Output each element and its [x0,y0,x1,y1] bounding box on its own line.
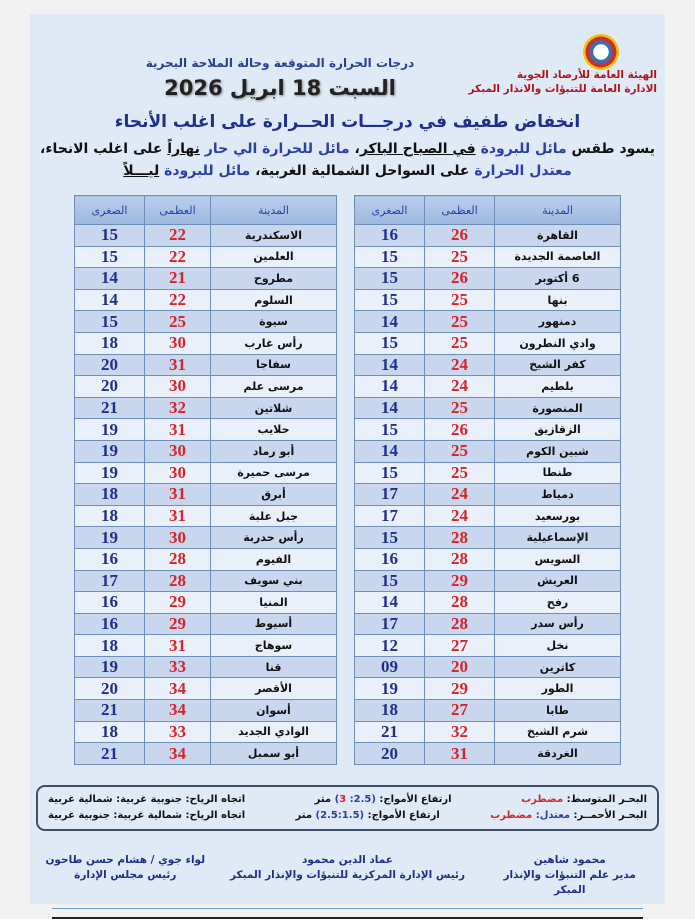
max-temp: 30 [145,440,211,462]
max-temp: 22 [145,225,211,247]
waves-range: (2.5:1.5) [315,809,365,821]
min-temp: 19 [75,527,145,549]
text: ( [371,793,376,805]
city-name: سوهاج [211,635,337,657]
city-name: بورسعيد [495,505,621,527]
table-row [355,721,621,743]
waves-label: ارتفاع الأمواج: [364,809,440,821]
temperature-table-left [74,195,337,765]
waves-label: ارتفاع الأمواج: [375,793,452,805]
max-temp: 30 [145,332,211,354]
column-header-max: العظمى [145,196,211,225]
city-name: دمنهور [495,311,621,333]
max-temp: 30 [145,376,211,398]
city-name: مرسى حميرة [211,462,337,484]
table-row [75,268,337,290]
min-temp: 12 [355,635,425,657]
table-row [75,246,337,268]
city-name: أبو سمبل [211,743,337,765]
sea-state-moderate: معتدل: [532,809,571,821]
min-temp: 16 [75,613,145,635]
city-name: طنطا [495,462,621,484]
max-temp: 25 [145,311,211,333]
city-name: 6 أكتوبر [495,268,621,290]
min-temp: 16 [75,548,145,570]
city-name: أبو رماد [211,440,337,462]
table-row [75,635,337,657]
marine-conditions-box [36,785,659,831]
min-temp: 18 [75,332,145,354]
max-temp: 34 [145,743,211,765]
table-row [75,311,337,333]
table-row [355,397,621,419]
text: ، [349,141,360,157]
column-header-city: المدينة [495,196,621,225]
max-temp: 26 [425,268,495,290]
min-temp: 17 [355,484,425,506]
max-temp: 29 [145,613,211,635]
table-row [75,743,337,765]
min-temp: 18 [75,721,145,743]
max-temp: 28 [145,570,211,592]
wind-direction: اتجاه الرياح: جنوبية غربية: شمالية غربية [48,793,246,805]
city-name: وادي النطرون [495,332,621,354]
table-row [75,656,337,678]
max-temp: 28 [425,527,495,549]
table-row [75,592,337,614]
city-name: السلوم [211,289,337,311]
city-name: الفيوم [211,548,337,570]
min-temp: 14 [355,397,425,419]
min-temp: 21 [75,743,145,765]
text: معتدل الحرارة [474,163,572,179]
signer-name: محمود شاهين [533,853,606,866]
table-row [355,700,621,722]
text: يسود طقس [566,141,655,157]
max-temp: 25 [425,332,495,354]
min-temp: 15 [355,570,425,592]
forecast-date: السبت 18 ابريل 2026 [164,76,396,100]
text: مائل للبرودة [164,163,251,179]
sea-label: البحـر الأحمــر: [570,809,647,821]
min-temp: 18 [75,635,145,657]
table-row [355,548,621,570]
min-temp: 20 [75,678,145,700]
city-name: كاترين [495,656,621,678]
min-temp: 15 [355,246,425,268]
column-header-min: الصغرى [75,196,145,225]
max-temp: 28 [425,548,495,570]
max-temp: 22 [145,289,211,311]
city-name: رأس حدربة [211,527,337,549]
ema-logo [583,34,619,70]
max-temp: 34 [145,678,211,700]
table-row [355,462,621,484]
min-temp: 16 [75,592,145,614]
city-name: الإسماعيلية [495,527,621,549]
min-temp: 18 [355,700,425,722]
city-name: جبل علبة [211,505,337,527]
min-temp: 15 [355,268,425,290]
text: على السواحل الشمالية الغربية، [250,163,475,179]
min-temp: 18 [75,484,145,506]
sea-state: مضطرب [490,809,533,821]
table-row [355,656,621,678]
max-temp: 24 [425,354,495,376]
table-row [355,484,621,506]
red-sea-row [48,808,647,824]
min-temp: 20 [75,354,145,376]
max-temp: 30 [145,527,211,549]
signature-3 [42,853,209,898]
city-name: نخل [495,635,621,657]
table-row [75,225,337,247]
table-row [355,678,621,700]
sea-state: مضطرب [521,793,564,805]
min-temp: 15 [75,246,145,268]
table-row [355,246,621,268]
max-temp: 24 [425,376,495,398]
min-temp: 17 [355,613,425,635]
city-name: قنا [211,656,337,678]
city-name: الغردقة [495,743,621,765]
table-row [75,376,337,398]
table-row [75,354,337,376]
min-temp: 16 [355,548,425,570]
min-temp: 15 [75,225,145,247]
city-name: الزقازيق [495,419,621,441]
city-name: القاهرة [495,225,621,247]
max-temp: 21 [145,268,211,290]
table-row [75,484,337,506]
table-row [355,505,621,527]
table-row [355,527,621,549]
max-temp: 26 [425,419,495,441]
min-temp: 18 [75,505,145,527]
city-name: الاسكندرية [211,225,337,247]
table-row [75,548,337,570]
min-temp: 14 [355,311,425,333]
city-name: الطور [495,678,621,700]
min-temp: 20 [75,376,145,398]
max-temp: 31 [145,419,211,441]
table-row [75,419,337,441]
table-row [355,268,621,290]
max-temp: 33 [145,721,211,743]
min-temp: 15 [355,419,425,441]
min-temp: 14 [75,268,145,290]
city-name: أسيوط [211,613,337,635]
city-name: شبين الكوم [495,440,621,462]
max-temp: 27 [425,700,495,722]
table-row [75,700,337,722]
max-temp: 25 [425,462,495,484]
text: مائل للحرارة الي حار [204,141,350,157]
city-name: حلايب [211,419,337,441]
max-temp: 33 [145,656,211,678]
table-row [75,397,337,419]
city-name: الوادي الجديد [211,721,337,743]
city-name: العلمين [211,246,337,268]
table-row [355,311,621,333]
signer-name: عماد الدين محمود [302,853,393,866]
table-row [355,613,621,635]
max-temp: 31 [145,505,211,527]
table-row [75,721,337,743]
min-temp: 14 [355,354,425,376]
min-temp: 15 [355,332,425,354]
city-name: سيوة [211,311,337,333]
signature-1 [486,853,653,898]
max-temp: 27 [425,635,495,657]
sea-label: البحـر المتوسط: [563,793,647,805]
signer-title: رئيس الإدارة المركزية للتنبؤات والإنذار المبكر [229,868,465,881]
signatures [42,853,653,898]
column-header-city: المدينة [211,196,337,225]
city-name: السويس [495,548,621,570]
table-row [75,678,337,700]
min-temp: 17 [75,570,145,592]
table-row [355,376,621,398]
max-temp: 31 [145,354,211,376]
city-name: شرم الشيخ [495,721,621,743]
table-row [75,505,337,527]
min-temp: 15 [355,527,425,549]
max-temp: 31 [425,743,495,765]
max-temp: 25 [425,289,495,311]
max-temp: 24 [425,484,495,506]
text: على اغلب الانحاء، [40,141,168,157]
city-name: العاصمة الجديدة [495,246,621,268]
city-name: الأقصر [211,678,337,700]
city-name: المنصورة [495,397,621,419]
city-name: بلطيم [495,376,621,398]
max-temp: 29 [425,678,495,700]
city-name: طابا [495,700,621,722]
max-temp: 30 [145,462,211,484]
city-name: المنيا [211,592,337,614]
city-name: شلاتين [211,397,337,419]
min-temp: 14 [355,376,425,398]
column-header-min: الصغرى [355,196,425,225]
max-temp: 25 [425,311,495,333]
max-temp: 25 [425,246,495,268]
city-name: مرسى علم [211,376,337,398]
headline: انخفاض طفيف في درجـــات الحــرارة على اغلب الأنحاء [114,112,581,132]
max-temp: 28 [145,548,211,570]
min-temp: 14 [355,440,425,462]
city-name: رأس سدر [495,613,621,635]
city-name: كفر الشيخ [495,354,621,376]
min-temp: 14 [75,289,145,311]
min-temp: 17 [355,505,425,527]
min-temp: 20 [355,743,425,765]
max-temp: 20 [425,656,495,678]
city-name: رأس غارب [211,332,337,354]
city-name: العريش [495,570,621,592]
city-name: سفاجا [211,354,337,376]
table-row [355,332,621,354]
waves-max: 3 [339,793,347,805]
max-temp: 22 [145,246,211,268]
table-row [75,570,337,592]
city-name: بني سويف [211,570,337,592]
text: : [346,793,354,805]
max-temp: 29 [425,570,495,592]
max-temp: 32 [425,721,495,743]
unit: متر [314,793,335,805]
table-row [355,225,621,247]
max-temp: 28 [425,613,495,635]
min-temp: 19 [75,440,145,462]
text: نهاراً [167,141,200,157]
min-temp: 15 [355,289,425,311]
max-temp: 24 [425,505,495,527]
table-row [75,527,337,549]
signer-title: مدير علم التنبؤات والإنذار المبكر [503,868,636,896]
city-name: رفح [495,592,621,614]
table-row [355,440,621,462]
text: ) [334,793,340,805]
max-temp: 32 [145,397,211,419]
text: مائل للبرودة [480,141,567,157]
min-temp: 21 [75,700,145,722]
min-temp: 15 [355,462,425,484]
max-temp: 31 [145,635,211,657]
max-temp: 34 [145,700,211,722]
column-header-max: العظمى [425,196,495,225]
table-row [75,440,337,462]
min-temp: 15 [75,311,145,333]
table-row [355,743,621,765]
max-temp: 31 [145,484,211,506]
city-name: بنها [495,289,621,311]
tables-row [30,195,665,765]
max-temp: 29 [145,592,211,614]
forecast-page [30,14,665,904]
table-row [355,635,621,657]
document-subtitle: درجات الحرارة المتوقعة وحالة الملاحة البحرية [145,56,415,70]
city-name: أبرق [211,484,337,506]
text: ليـــلاً [123,163,160,179]
min-temp: 09 [355,656,425,678]
max-temp: 25 [425,397,495,419]
table-row [75,613,337,635]
max-temp: 28 [425,592,495,614]
table-row [75,289,337,311]
city-name: مطروح [211,268,337,290]
temperature-table-right [354,195,621,765]
org-line-2: الادارة العامة للتنبؤات والانذار المبكر [468,83,657,95]
table-row [355,289,621,311]
mediterranean-row [48,792,647,808]
min-temp: 19 [75,656,145,678]
waves-min: 2.5 [353,793,372,805]
org-line-1: الهيئة العامة للأرصاد الجوية [516,69,657,81]
max-temp: 25 [425,440,495,462]
table-row [355,592,621,614]
city-name: دمياط [495,484,621,506]
table-row [355,419,621,441]
unit: متر [295,809,316,821]
text: في الصباح الباكر [359,141,476,157]
min-temp: 14 [355,592,425,614]
min-temp: 19 [75,419,145,441]
signer-name: لواء جوي / هشام حسن طاحون [45,853,206,866]
organization-name [457,68,657,96]
table-row [355,570,621,592]
signature-2 [223,853,473,898]
wind-direction: اتجاه الرياح: شمالية غربية: جنوبية غربية [48,809,246,821]
table-row [75,332,337,354]
min-temp: 16 [355,225,425,247]
min-temp: 19 [75,462,145,484]
max-temp: 26 [425,225,495,247]
forecast-summary [40,138,655,182]
footer-divider [52,908,643,909]
city-name: أسوان [211,700,337,722]
lower-section [30,195,665,919]
min-temp: 21 [355,721,425,743]
min-temp: 19 [355,678,425,700]
signer-title: رئيس مجلس الإدارة [74,868,177,881]
table-row [355,354,621,376]
min-temp: 21 [75,397,145,419]
table-row [75,462,337,484]
